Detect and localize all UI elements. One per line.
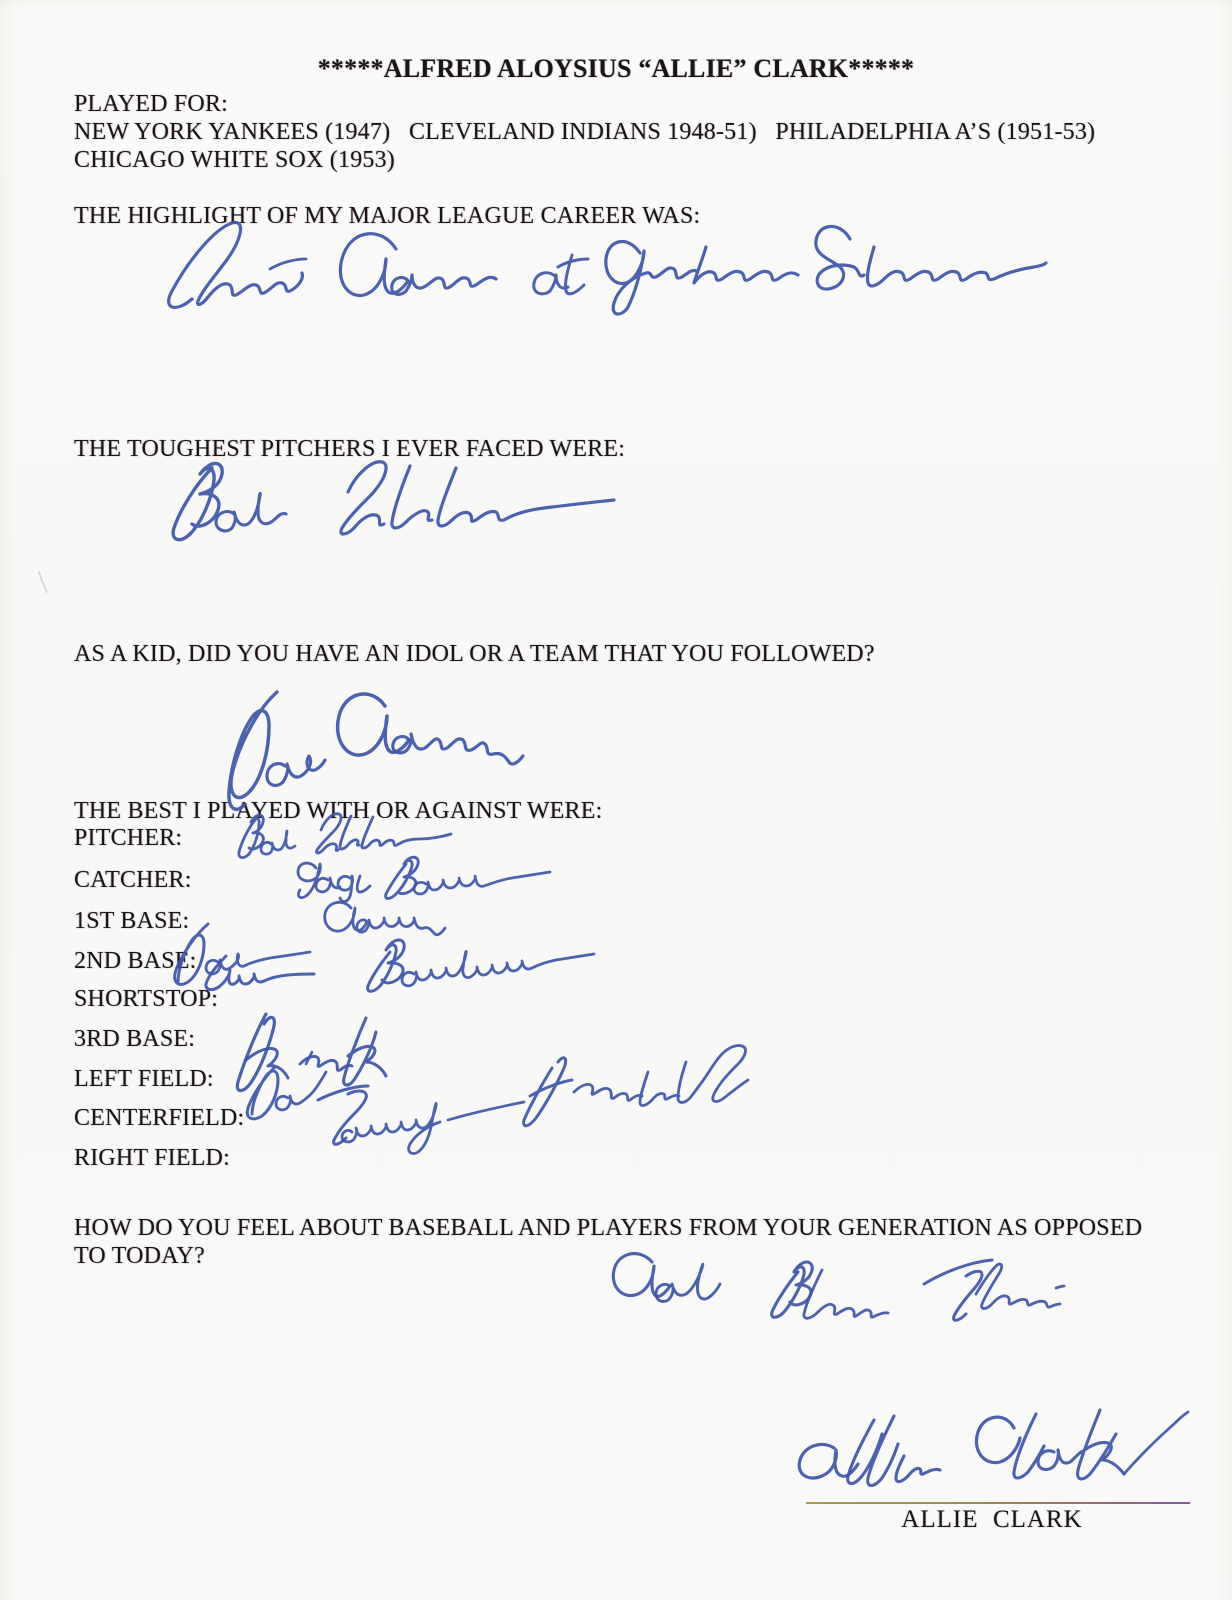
row-label-shortstop: SHORTSTOP:: [74, 986, 219, 1012]
stray-mark: [36, 570, 50, 599]
page-title: *****ALFRED ALOYSIUS “ALLIE” CLARK*****: [317, 54, 915, 83]
question-generation-label-line2: TO TODAY?: [74, 1243, 205, 1269]
question-toughest-label: THE TOUGHEST PITCHERS I EVER FACED WERE:: [74, 436, 626, 462]
row-label-pitcher: PITCHER:: [74, 825, 183, 851]
question-idol-label: AS A KID, DID YOU HAVE AN IDOL OR A TEAM THAT YOU FOLLOWED?: [74, 641, 875, 667]
handwriting-highlight-answer: [158, 215, 1048, 319]
question-generation-label-line1: HOW DO YOU FEEL ABOUT BASEBALL AND PLAYERS FROM YOUR GENERATION AS OPPOSED: [74, 1215, 1143, 1241]
teams-line-1: NEW YORK YANKEES (1947) CLEVELAND INDIANS 1948-51) PHILADELPHIA A’S (1951-53): [74, 119, 1096, 145]
question-best-label: THE BEST I PLAYED WITH OR AGAINST WERE:: [74, 798, 603, 824]
row-label-right-field: RIGHT FIELD:: [74, 1145, 230, 1171]
handwriting-shortstop-answer-surname: [354, 926, 599, 1004]
row-label-3rd-base: 3RD BASE:: [74, 1026, 196, 1052]
handwriting-toughest-answer: [152, 450, 622, 545]
row-label-catcher: CATCHER:: [74, 867, 192, 893]
played-for-label: PLAYED FOR:: [74, 91, 229, 117]
signature-line: [806, 1502, 1190, 1504]
row-label-1st-base: 1ST BASE:: [74, 908, 190, 934]
row-label-left-field: LEFT FIELD:: [74, 1066, 214, 1092]
handwriting-generation-answer-word2: [760, 1250, 1070, 1330]
question-highlight-label: THE HIGHLIGHT OF MY MAJOR LEAGUE CAREER WAS:: [74, 203, 701, 229]
printed-signature-name: ALLIE CLARK: [901, 1506, 1083, 1533]
teams-line-2: CHICAGO WHITE SOX (1953): [74, 147, 395, 173]
handwriting-generation-answer-word1: [598, 1244, 723, 1312]
handwriting-shortstop-answer-firstname: [196, 946, 316, 998]
handwriting-signature: [778, 1390, 1190, 1502]
handwriting-right-field-answer: [290, 1042, 750, 1162]
row-label-centerfield: CENTERFIELD:: [74, 1105, 245, 1131]
row-label-2nd-base: 2ND BASE:: [74, 948, 197, 974]
